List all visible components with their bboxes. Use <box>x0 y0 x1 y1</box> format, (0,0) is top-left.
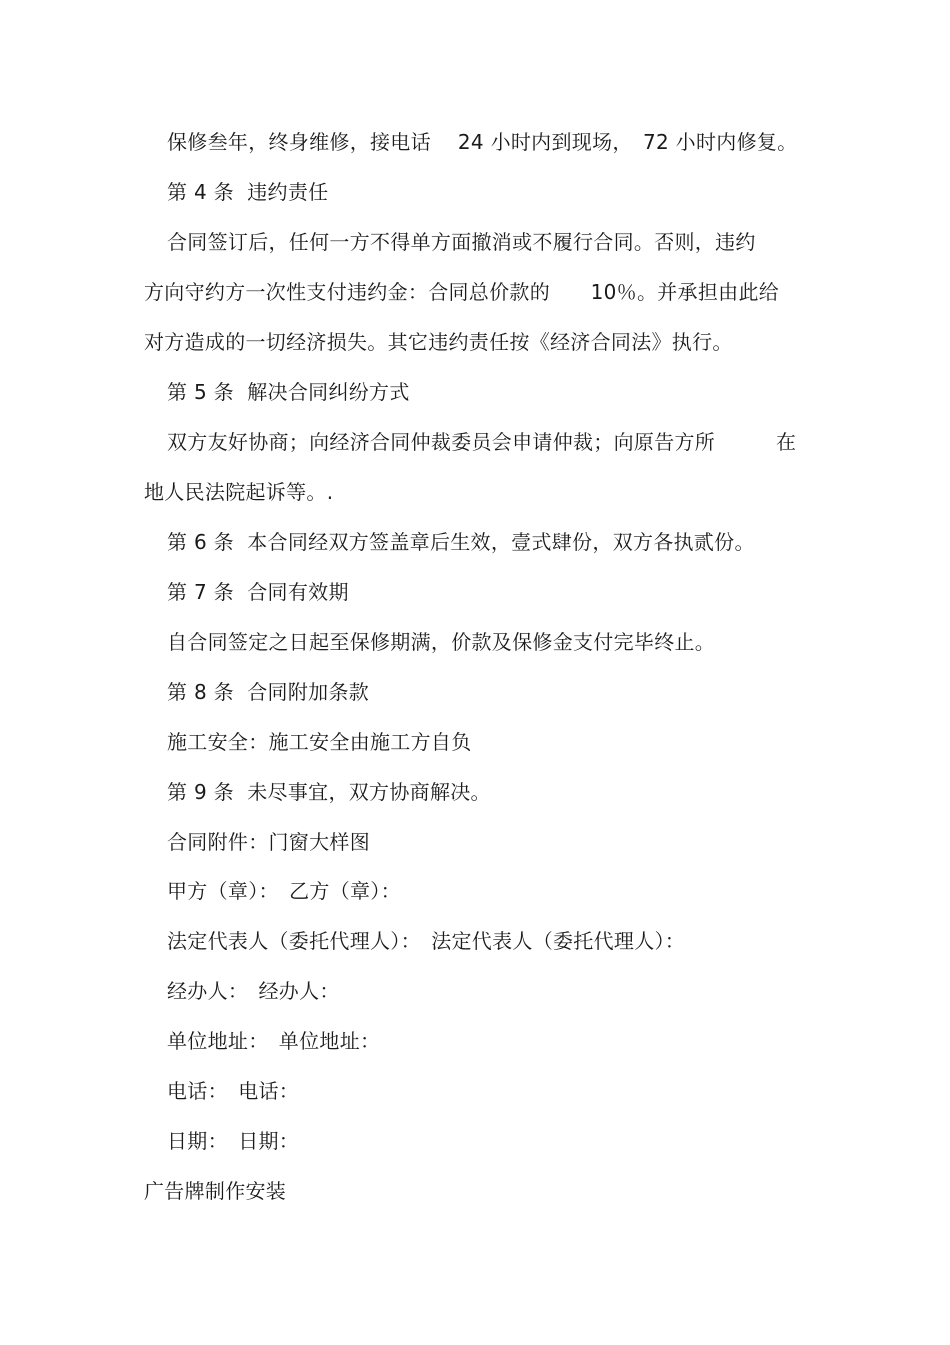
party-seal-line: 甲方（章）： 乙方（章）： <box>167 879 401 903</box>
legal-representative-line: 法定代表人（委托代理人）： 法定代表人（委托代理人）： <box>167 929 686 953</box>
validity-paragraph: 自合同签定之日起至保修期满，价款及保修金支付完毕终止。 <box>167 630 716 654</box>
article-4-heading: 第 4 条 违约责任 <box>167 180 329 204</box>
breach-paragraph-line-2: 方向守约方一次性支付违约金：合同总价款的 10％。并承担由此给 <box>144 280 780 304</box>
phone-line: 电话： 电话： <box>167 1079 300 1103</box>
handler-line: 经办人： 经办人： <box>167 979 340 1003</box>
next-contract-title: 广告牌制作安装 <box>144 1179 287 1203</box>
dispute-paragraph-line-1: 双方友好协商；向经济合同仲裁委员会申请仲裁；向原告方所 在 <box>167 430 797 454</box>
address-line: 单位地址： 单位地址： <box>167 1029 381 1053</box>
article-7-heading: 第 7 条 合同有效期 <box>167 580 349 604</box>
article-5-heading: 第 5 条 解决合同纠纷方式 <box>167 380 410 404</box>
date-line: 日期： 日期： <box>167 1129 300 1153</box>
warranty-terms-line: 保修叁年，终身维修，接电话 24 小时内到现场， 72 小时内修复。 <box>167 130 798 154</box>
attachment-line: 合同附件：门窗大样图 <box>167 830 370 854</box>
breach-paragraph-line-3: 对方造成的一切经济损失。其它违约责任按《经济合同法》执行。 <box>144 330 733 354</box>
breach-paragraph-line-1: 合同签订后，任何一方不得单方面撤消或不履行合同。否则，违约 <box>167 230 756 254</box>
dispute-paragraph-line-2: 地人民法院起诉等。. <box>144 480 334 504</box>
article-9-line: 第 9 条 未尽事宜，双方协商解决。 <box>167 780 491 804</box>
article-6-line: 第 6 条 本合同经双方签盖章后生效，壹式肆份，双方各执贰份。 <box>167 530 755 554</box>
safety-clause: 施工安全：施工安全由施工方自负 <box>167 730 472 754</box>
article-8-heading: 第 8 条 合同附加条款 <box>167 680 370 704</box>
